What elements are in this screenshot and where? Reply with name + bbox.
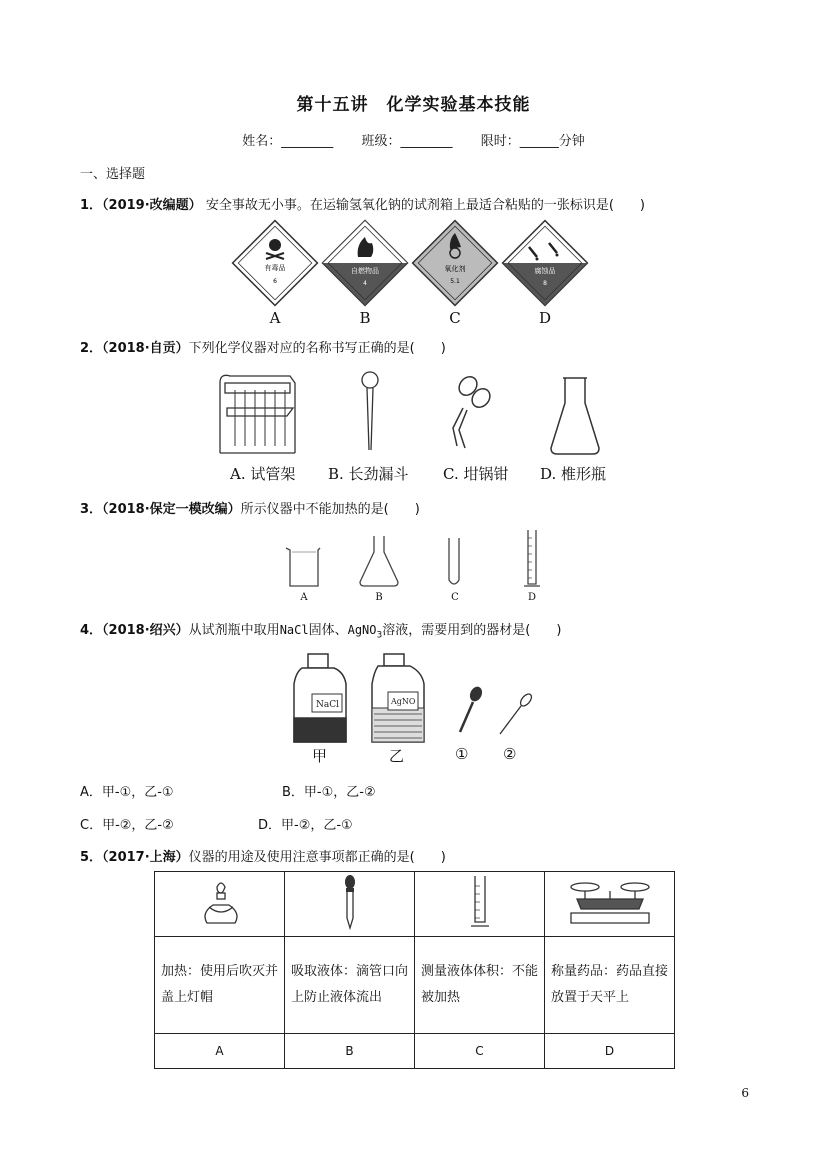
q4-agno3: AgNO	[347, 623, 377, 637]
sign-a-name: 有毒品	[264, 264, 286, 272]
sign-c-label: C	[449, 309, 461, 327]
q4-source: （2018·绍兴）	[102, 623, 189, 638]
question-2	[80, 337, 446, 356]
q3-source: （2018·保定一模改编）	[102, 502, 241, 517]
sign-d-name: 腐蚀品	[534, 267, 556, 275]
alcohol-lamp-cell	[155, 872, 285, 937]
dropper-cell	[285, 872, 415, 937]
q5-label-a: A	[155, 1034, 285, 1069]
q2-caption-a: A. 试管架	[230, 465, 296, 483]
question-1	[80, 194, 645, 213]
page-title: 第十五讲 化学实验基本技能	[296, 95, 531, 115]
page-number: 6	[741, 1086, 749, 1100]
q4-number: 4．	[80, 623, 103, 638]
q4-text-b: 固体、	[308, 623, 348, 638]
balance-cell	[545, 872, 675, 937]
q2-source: （2018·自贡）	[102, 341, 189, 356]
question-5	[80, 846, 446, 865]
narrow-mouth-bottle-icon	[372, 654, 424, 742]
q1-source: （2019·改编题）	[102, 198, 202, 213]
hazard-signs	[230, 218, 590, 308]
sign-b-name: 自燃物品	[351, 267, 379, 275]
nacl-label: NaCl	[316, 700, 340, 710]
long-neck-funnel-icon	[362, 372, 378, 450]
sign-c-name: 氧化剂	[444, 265, 466, 273]
q5-text: 仪器的用途及使用注意事项都正确的是( )	[188, 850, 446, 865]
q4-nacl: NaCl	[279, 623, 309, 637]
name-field: 姓名：________	[242, 134, 334, 149]
conical-flask-icon	[551, 378, 599, 454]
dropper-icon	[335, 874, 365, 930]
q2-number: 2．	[80, 341, 103, 356]
q3-label-b: B	[375, 592, 383, 603]
q4-sub3: 3	[376, 630, 383, 641]
cylinder-cell	[415, 872, 545, 937]
oxidizer-sign	[413, 221, 498, 306]
q5-table	[154, 871, 675, 1069]
crucible-tongs-icon	[453, 373, 494, 448]
q3-label-d: D	[527, 592, 537, 603]
q3-number: 3．	[80, 502, 103, 517]
spatula-icon	[500, 692, 534, 734]
corrosive-sign	[503, 221, 588, 306]
tool-2-label: ②	[503, 745, 517, 763]
q3-label-a: A	[300, 592, 308, 603]
q1-text: 安全事故无小事。在运输氢氧化钠的试剂箱上最适合粘贴的一张标识是( )	[205, 198, 645, 213]
alcohol-lamp-icon	[195, 877, 245, 927]
sign-a-label: A	[269, 309, 281, 327]
q3-instruments	[280, 528, 550, 590]
bottle-jia-label: 甲	[312, 747, 328, 765]
q4-text-c: 溶液，需要用到的器材是( )	[382, 623, 562, 638]
dropper-icon	[460, 686, 483, 732]
q4-option-c: C．甲-②，乙-②	[80, 818, 174, 833]
q5-number: 5．	[80, 850, 103, 865]
sign-b-label: B	[359, 309, 371, 327]
q2-text: 下列化学仪器对应的名称书写正确的是( )	[188, 341, 446, 356]
question-3	[80, 498, 420, 517]
q2-caption-c: C. 坩锅钳	[443, 465, 509, 483]
sign-a-code: 6	[273, 278, 277, 285]
wide-mouth-bottle-icon	[294, 654, 346, 742]
section-heading: 一、选择题	[80, 167, 146, 182]
graduated-cylinder-icon	[465, 874, 495, 930]
sign-d-code: 8	[543, 280, 547, 287]
q5-label-c: C	[415, 1034, 545, 1069]
q4-option-d: D．甲-②，乙-①	[258, 818, 353, 833]
q3-label-c: C	[451, 592, 459, 603]
q4-figure	[290, 650, 540, 745]
q4-text-a: 从试剂瓶中取用	[188, 623, 280, 638]
graduated-cylinder-icon	[524, 530, 540, 586]
q5-cell-d: 称量药品：药品直接放置于天平上	[545, 937, 675, 1034]
q4-option-b: B．甲-①，乙-②	[282, 785, 376, 800]
q5-label-b: B	[285, 1034, 415, 1069]
sign-c-code: 5.1	[450, 278, 460, 285]
q5-cell-c: 测量液体体积：不能被加热	[415, 937, 545, 1034]
q5-cell-b: 吸取液体：滴管口向上防止液体流出	[285, 937, 415, 1034]
q4-option-a: A．甲-①，乙-①	[80, 785, 174, 800]
agno3-label: AgNO	[391, 697, 416, 706]
q1-number: 1．	[80, 198, 103, 213]
spontaneous-combustion-sign	[323, 221, 408, 306]
test-tube-rack-icon	[220, 375, 295, 453]
toxic-sign	[233, 221, 318, 306]
tool-1-label: ①	[455, 745, 469, 763]
beaker-icon	[286, 548, 320, 586]
student-info	[0, 130, 827, 149]
q5-label-d: D	[545, 1034, 675, 1069]
q5-source: （2017·上海）	[102, 850, 189, 865]
bottle-yi-label: 乙	[389, 747, 405, 765]
q2-caption-b: B. 长劲漏斗	[328, 465, 409, 483]
balance-scale-icon	[567, 877, 653, 927]
question-4	[80, 619, 561, 641]
class-field: 班级：________	[361, 134, 453, 149]
q3-text: 所示仪器中不能加热的是( )	[240, 502, 420, 517]
sign-d-label: D	[538, 309, 552, 327]
flask-icon	[360, 536, 398, 586]
sign-b-code: 4	[363, 280, 367, 287]
q5-cell-a: 加热：使用后吹灭并盖上灯帽	[155, 937, 285, 1034]
time-field: 限时：______分钟	[480, 134, 585, 149]
q2-caption-d: D. 椎形瓶	[540, 465, 607, 483]
test-tube-icon	[449, 538, 459, 584]
q2-instruments	[215, 368, 615, 458]
